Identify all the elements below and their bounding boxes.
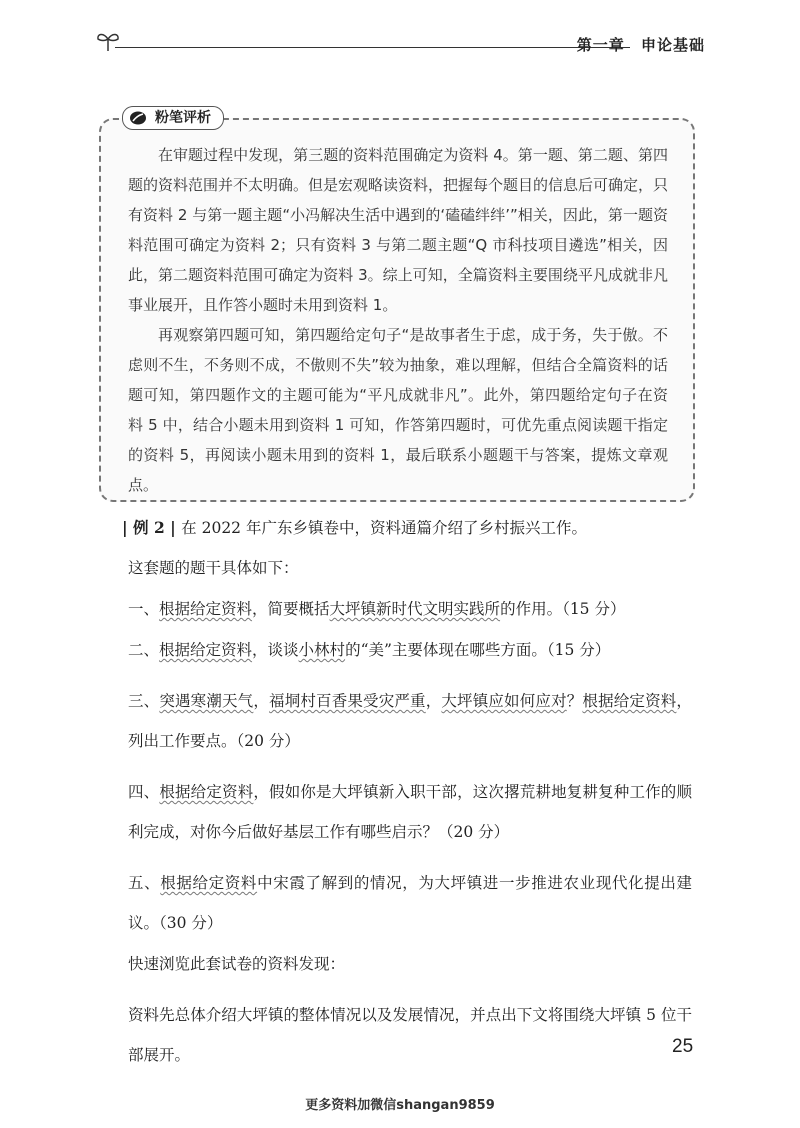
evaluation-text <box>128 140 668 500</box>
example-label: 例 2 <box>133 518 165 537</box>
chapter-heading <box>567 34 705 55</box>
question-4: 四、根据给定资料，假如你是大坪镇新入职干部，这次撂荒耕地复耕复种工作的顺利完成，对你今后做好基层工作有哪些启示？（20 分） <box>128 783 692 841</box>
header-rule <box>115 47 630 48</box>
page-number: 25 <box>672 1036 694 1057</box>
question-2: 二、根据给定资料，谈谈小林村的“美”主要体现在哪些方面。（15 分） <box>128 641 611 659</box>
pen-leaf-icon <box>129 110 147 126</box>
evaluation-tag-label: 粉笔评析 <box>155 110 211 126</box>
chapter-number: 第一章 <box>576 36 625 54</box>
evaluation-tag <box>122 106 224 130</box>
example-heading: | 例 2 | 在 2022 年广东乡镇卷中，资料通篇介绍了乡村振兴工作。 <box>122 518 587 537</box>
question-5: 五、根据给定资料中宋霞了解到的情况，为大坪镇进一步推进农业现代化提出建议。（30 分） <box>128 874 692 932</box>
example-intro: 在 2022 年广东乡镇卷中，资料通篇介绍了乡村振兴工作。 <box>181 519 587 537</box>
stem-intro: 这套题的题干具体如下： <box>128 559 299 577</box>
example-section <box>122 518 692 1075</box>
sprout-icon <box>95 30 121 52</box>
question-3: 三、突遇寒潮天气，福垌村百香果受灾严重，大坪镇应如何应对？根据给定资料，列出工作要点。（20 分） <box>128 692 692 750</box>
question-1: 一、根据给定资料，简要概括大坪镇新时代文明实践所的作用。（15 分） <box>128 600 626 618</box>
evaluation-paragraph: 再观察第四题可知，第四题给定句子“是故事者生于虑，成于务，失于傲。不虑则不生，不务则不成，不傲则不失”较为抽象，难以理解，但结合全篇资料的话题可知，第四题作文的主题可能为“平凡成就非凡”。此外，第四题给定句子在资料 5 中，结合小题未用到资料 1 可知，作答第四题时，可优先重点阅读题干指定的资料 5，再阅读小题未用到的资料 1，最后联系小题题干与答案，提炼文章观点。 <box>128 326 668 494</box>
finding-text: 资料先总体介绍大坪镇的整体情况以及发展情况，并点出下文将围绕大坪镇 5 位干部展开。 <box>128 1006 692 1064</box>
evaluation-paragraph: 在审题过程中发现，第三题的资料范围确定为资料 4。第一题、第二题、第四题的资料范围并不太明确。但是宏观略读资料，把握每个题目的信息后可确定，只有资料 2 与第一题主题“小冯解决生活中遇到的‘磕磕绊绊’”相关，因此，第一题资料范围可确定为资料 2；只有资料 3 与第二题主题“Q 市科技项目遴选”相关，因此，第二题资料范围可确定为资料 3。综上可知，全篇资料主要围绕平凡成就非凡事业展开，且作答小题时未用到资料 1。 <box>128 146 669 314</box>
page-header <box>95 30 705 60</box>
scan-intro: 快速浏览此套试卷的资料发现： <box>128 955 346 973</box>
footer-note: 更多资料加微信shangan9859 <box>305 1098 495 1113</box>
chapter-title: 申论基础 <box>640 36 705 54</box>
